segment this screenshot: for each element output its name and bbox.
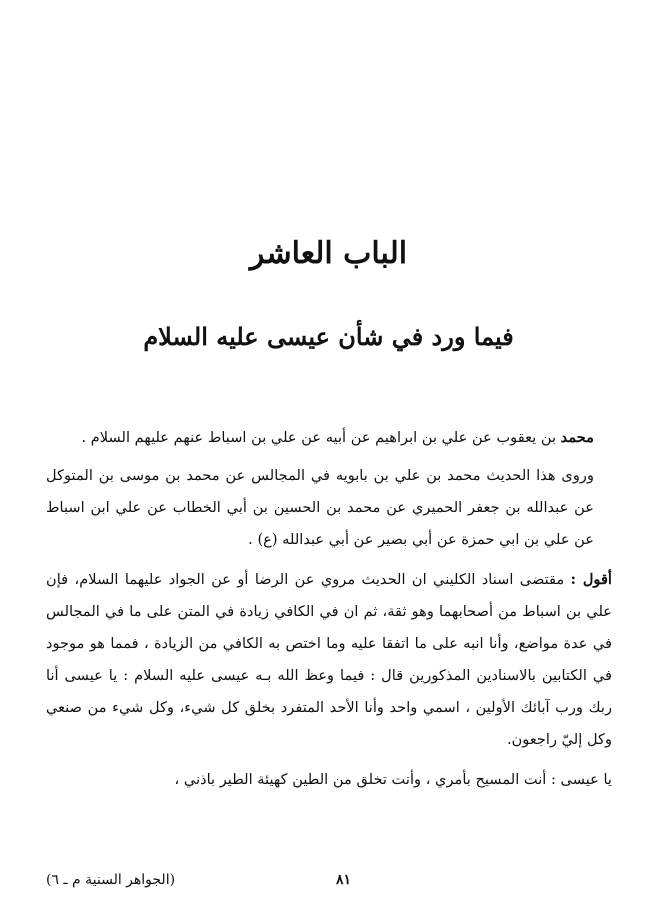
paragraph-3-lead: أقول : <box>570 571 612 588</box>
paragraph-1-text: بن يعقوب عن علي بن ابراهيم عن أبيه عن علي بن اسباط عنهم عليهم السلام . <box>81 429 561 446</box>
paragraph-4 <box>46 764 612 796</box>
page-footer <box>46 872 612 894</box>
paragraph-3 <box>46 564 612 756</box>
paragraph-2 <box>46 460 612 556</box>
chapter-title: الباب العاشر <box>249 236 408 271</box>
paragraph-3-text: مقتضى اسناد الكليني ان الحديث مروي عن الرضا أو عن الجواد عليهما السلام، فإن علي بن اسباط من أصحابهما وهو ثقة، ثم ان في الكافي زيادة في المتن على ما في المجالس في عدة مواضع، وأنا انبه على ما اتفقا عليه وما اختص به الكافي من الزيادة ، فمما هو موجود في الكتابين بالاسنادين المذكورين قال : فيما وعظ الله بـه عيسى عليه السلام : يا عيسى أنا ربك ورب آبائك الأولين ، اسمي واحد وأنا الأحد المتفرد بخلق كل شيء، وكل شيء من صنعي وكل إليّ راجعون. <box>46 571 612 748</box>
paragraph-4-text: يا عيسى : أنت المسيح بأمري ، وأنت تخلق من الطين كهيئة الطير باذني ، <box>174 771 612 788</box>
chapter-subtitle: فيما ورد في شأن عيسى عليه السلام <box>143 322 514 351</box>
body-text <box>46 422 612 804</box>
paragraph-1 <box>46 422 612 454</box>
page-number: ٨١ <box>336 872 352 888</box>
footer-reference: (الجواهر السنية م ـ ٦) <box>46 872 176 888</box>
paragraph-1-lead: محمد <box>560 429 594 446</box>
paragraph-2-text: وروى هذا الحديث محمد بن علي بن بابويه في المجالس عن محمد بن موسى بن المتوكل عن عبدالله بن جعفر الحميري عن محمد بن الحسين بن أبي الخطاب عن علي ابن اسباط عن علي بن ابي حمزة عن أبي بصير عن أبي عبدالله (ع) . <box>46 467 594 548</box>
